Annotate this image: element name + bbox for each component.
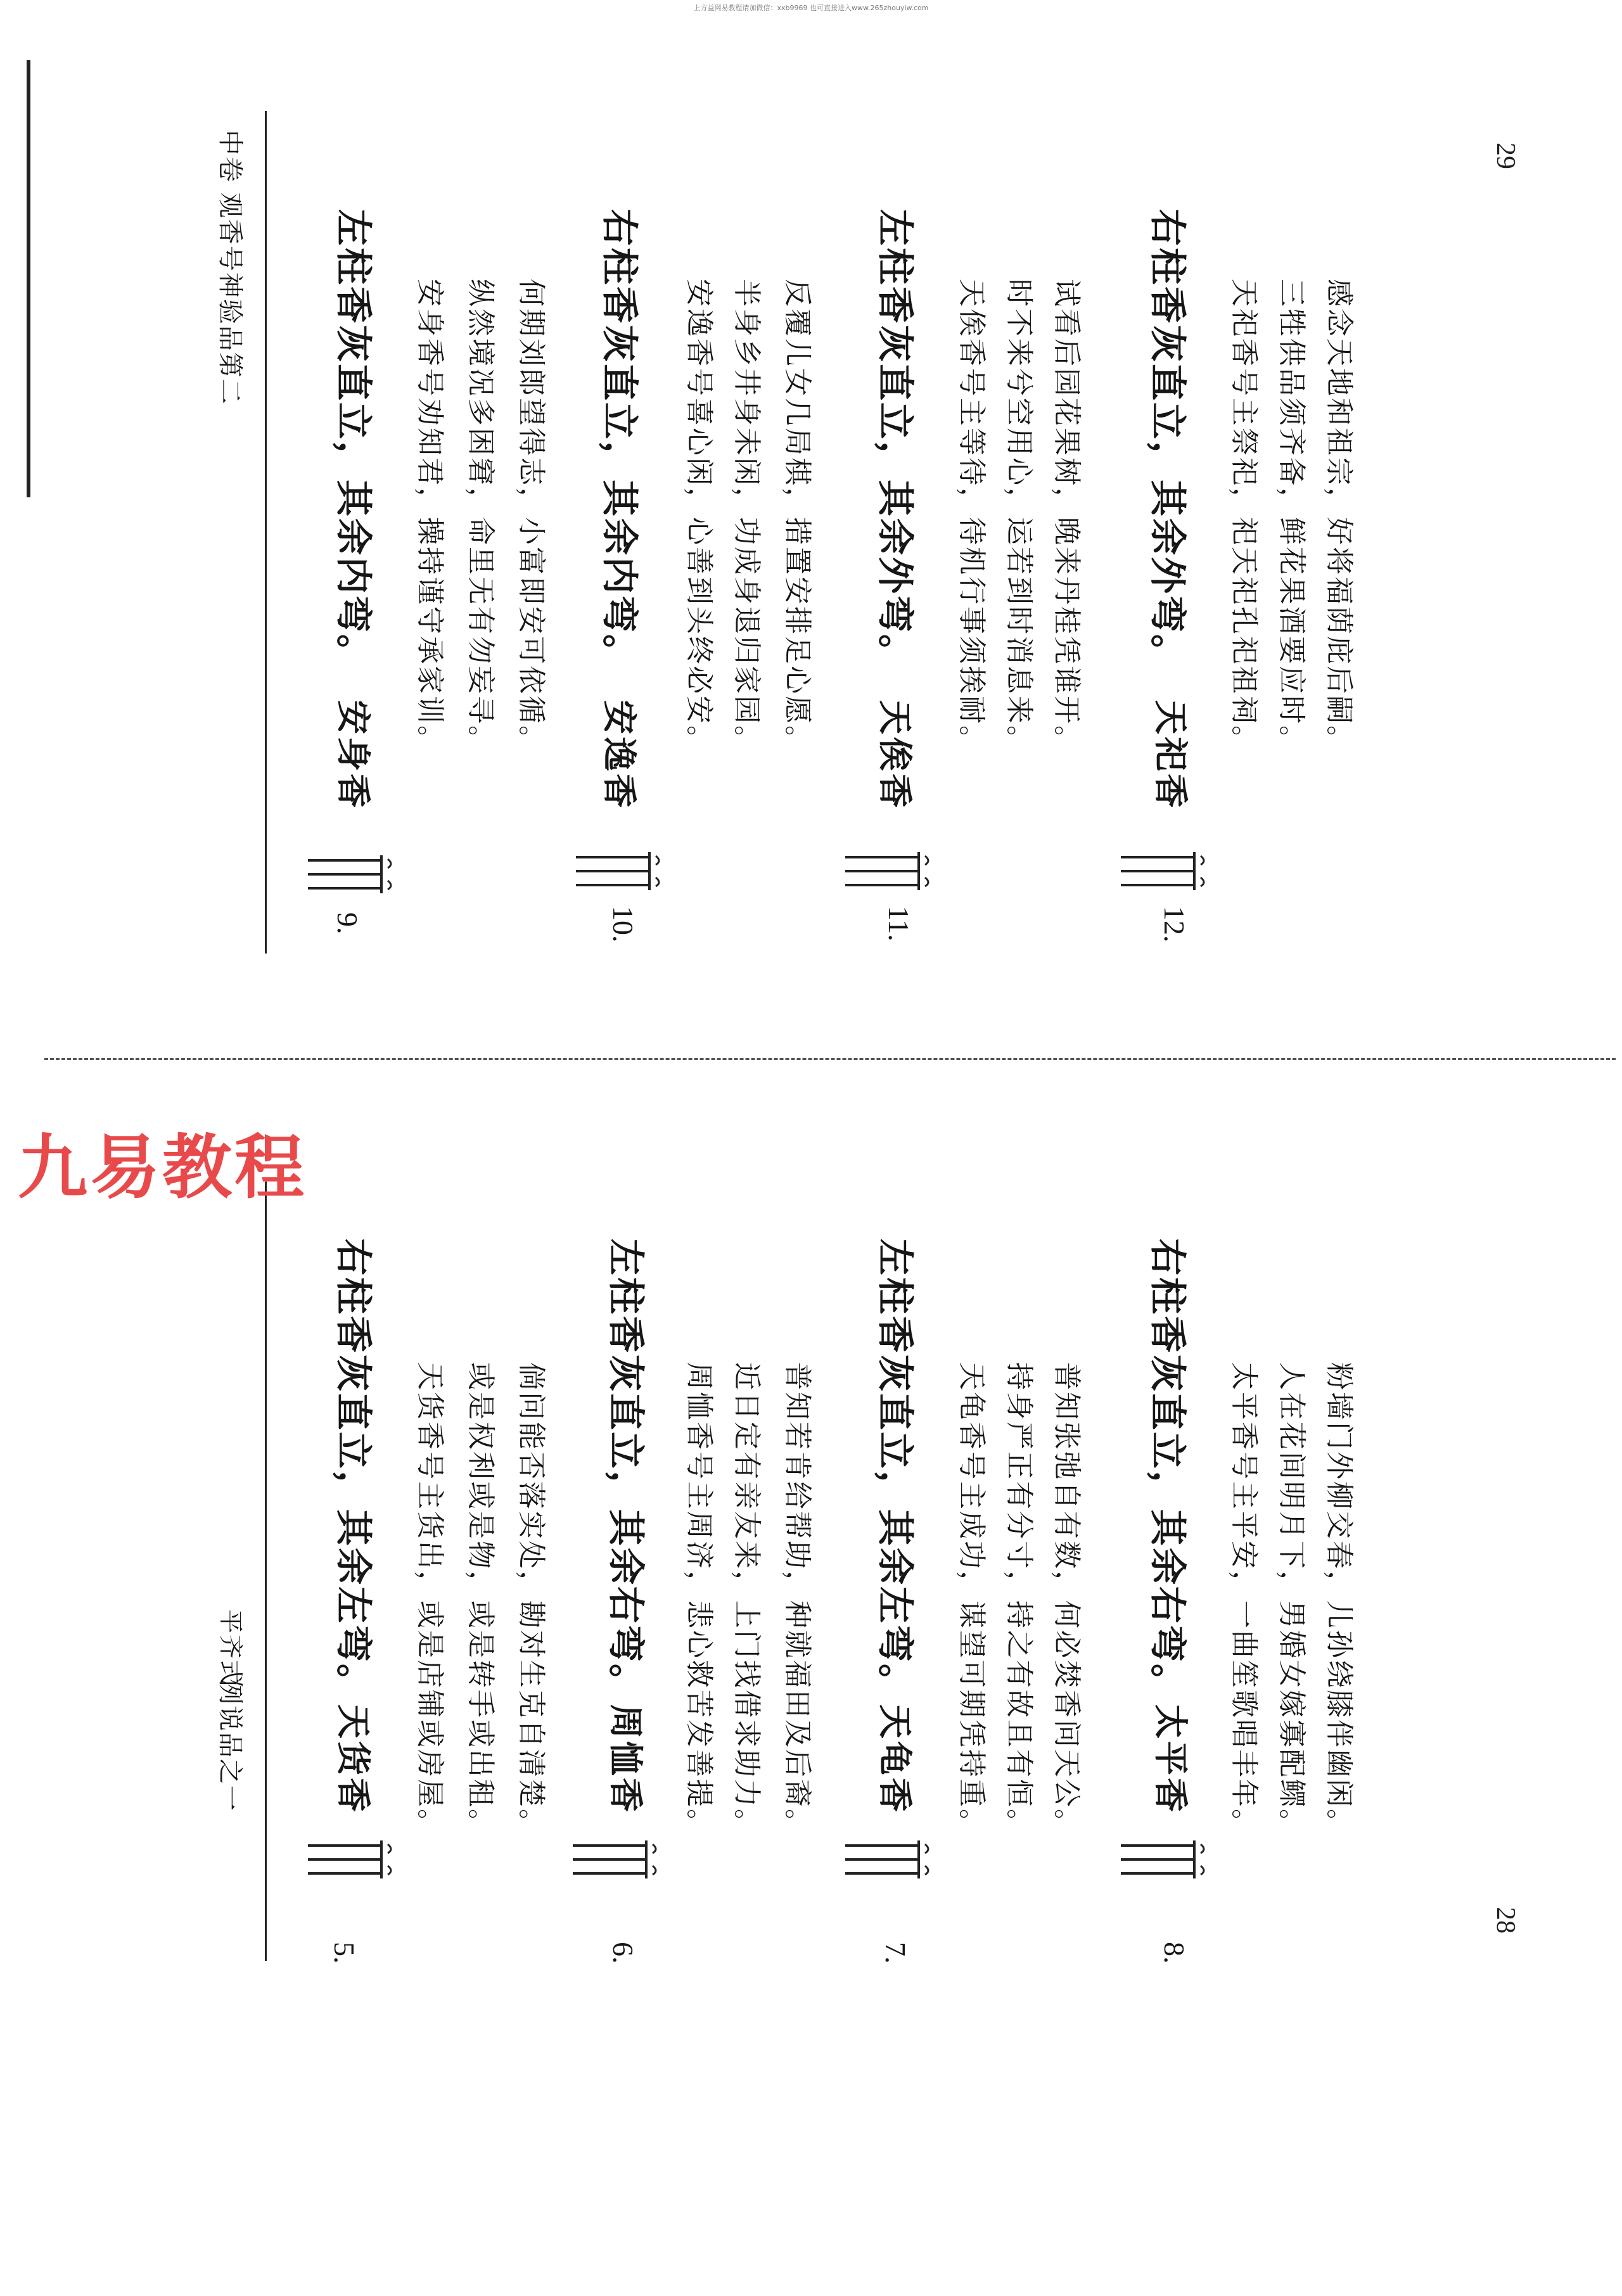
verse-line: 反覆儿女几局棋，措置安排足心愿。 bbox=[781, 279, 814, 755]
entry-number: 6. bbox=[607, 1942, 639, 1964]
left-page-header: 例说品之一 bbox=[215, 1679, 245, 1812]
verse-line: 三牲供品须齐备，鲜花果酒要应时。 bbox=[1275, 279, 1308, 755]
left-page-header-tag: 平齐式 bbox=[217, 1609, 245, 1686]
incense-rule: 左柱香灰直立，其余左弯。 bbox=[874, 1239, 917, 1703]
verse-line: 纵然境况多困窘，命里无有勿妄寻。 bbox=[464, 279, 497, 755]
top-banner: 上方益网易教程请加微信：xxb9969 也可直接进入www.265zhouyiw.com bbox=[693, 4, 929, 12]
incense-name: 安逸香 bbox=[599, 700, 640, 810]
incense-name: 天祀香 bbox=[1151, 700, 1191, 810]
verse-line: 太平香号主平安，一曲笙歌唱丰年。 bbox=[1228, 1362, 1260, 1839]
incense-rule: 右柱香灰直立，其余内弯。 bbox=[598, 209, 641, 673]
incense-sticks-icon bbox=[843, 1840, 944, 1878]
verse-line: 何期刘郎望得志，小富即安可依循。 bbox=[515, 279, 547, 755]
incense-name: 天龟香 bbox=[875, 1704, 916, 1814]
verse-line: 时不来兮空用心，运若到时消息来。 bbox=[1003, 279, 1035, 755]
watermark-logo: 九易教程 bbox=[18, 1127, 307, 1208]
verse-line: 天俟香号主等待，待机行事须挨耐。 bbox=[955, 279, 988, 755]
verse-line: 普知若肯给帮助，种就福田及后裔。 bbox=[781, 1362, 814, 1839]
incense-sticks-icon bbox=[843, 852, 944, 890]
incense-name: 太平香 bbox=[1151, 1704, 1191, 1814]
left-page-number: 28 bbox=[1491, 1907, 1520, 1934]
incense-sticks-icon bbox=[1118, 1840, 1220, 1878]
verse-line: 感念天地和祖宗，好将福荫庇后嗣。 bbox=[1323, 279, 1355, 755]
right-page-header: 中卷 观香号神验品第二 bbox=[215, 130, 245, 405]
left-page-header-rule bbox=[265, 1182, 267, 1961]
verse-line: 试看后园花果树，晚来丹桂凭谁开。 bbox=[1050, 279, 1083, 755]
incense-sticks-icon bbox=[1118, 852, 1220, 890]
incense-rule: 左柱香灰直立，其余内弯。 bbox=[332, 209, 375, 673]
right-page-header-rule bbox=[265, 111, 267, 953]
verse-line: 半身乡井身未闲，功成身退归家园。 bbox=[731, 279, 763, 755]
incense-sticks-icon bbox=[570, 1840, 672, 1878]
incense-sticks-icon bbox=[305, 1840, 407, 1878]
entry-number: 5. bbox=[328, 1942, 361, 1964]
incense-name: 安身香 bbox=[333, 700, 374, 810]
entry-number: 7. bbox=[879, 1942, 912, 1964]
incense-rule: 右柱香灰直立，其余外弯。 bbox=[1146, 209, 1189, 673]
verse-line: 天祀香号主祭祀，祀天祀孔祀祖祠。 bbox=[1228, 279, 1260, 755]
verse-line: 持身严正有分寸，持之有故且有恒。 bbox=[1003, 1362, 1035, 1839]
entry-number: 9. bbox=[331, 912, 364, 934]
entry-number: 12. bbox=[1158, 906, 1191, 943]
verse-line: 安逸香号喜心闲，心善到头终必安。 bbox=[683, 279, 715, 755]
left-margin-rule bbox=[27, 60, 30, 497]
entry-number: 11. bbox=[883, 906, 915, 941]
verse-line: 粉墙门外柳交春，儿孙绕膝伴幽闲。 bbox=[1323, 1362, 1355, 1839]
entry-number: 8. bbox=[1158, 1942, 1191, 1964]
incense-name: 周恤香 bbox=[606, 1704, 646, 1814]
verse-line: 安身香号劝知君，操持谨守承家训。 bbox=[414, 279, 446, 755]
right-page-number: 29 bbox=[1491, 143, 1520, 169]
incense-rule: 左柱香灰直立，其余右弯。 bbox=[604, 1239, 648, 1703]
incense-rule: 左柱香灰直立，其余外弯。 bbox=[874, 209, 917, 673]
incense-sticks-icon bbox=[305, 855, 407, 893]
incense-name: 天货香 bbox=[333, 1704, 374, 1814]
entry-number: 10. bbox=[607, 906, 639, 943]
verse-line: 人在花间明月下，男婚女嫁寡配鳏。 bbox=[1275, 1362, 1308, 1839]
verse-line: 天龟香号主成功，谋望可期凭持重。 bbox=[955, 1362, 988, 1839]
verse-line: 近日定有亲友来，上门找借求助力。 bbox=[731, 1362, 763, 1839]
incense-rule: 右柱香灰直立，其余右弯。 bbox=[1146, 1239, 1189, 1703]
incense-rule: 右柱香灰直立，其余左弯。 bbox=[332, 1239, 375, 1703]
incense-sticks-icon bbox=[573, 852, 675, 890]
verse-line: 普知张弛自有数，何必焚香问天公。 bbox=[1050, 1362, 1083, 1839]
verse-line: 倘问能否落实处，勘对生克自清楚。 bbox=[515, 1362, 547, 1839]
verse-line: 或是权利或是物，或是转手或出租。 bbox=[464, 1362, 497, 1839]
verse-line: 天货香号主货出，或是店铺或房屋。 bbox=[414, 1362, 446, 1839]
page-divider bbox=[44, 1058, 1616, 1060]
verse-line: 周恤香号主周济，悲心救苦发善提。 bbox=[683, 1362, 715, 1839]
incense-name: 天俟香 bbox=[875, 700, 916, 810]
